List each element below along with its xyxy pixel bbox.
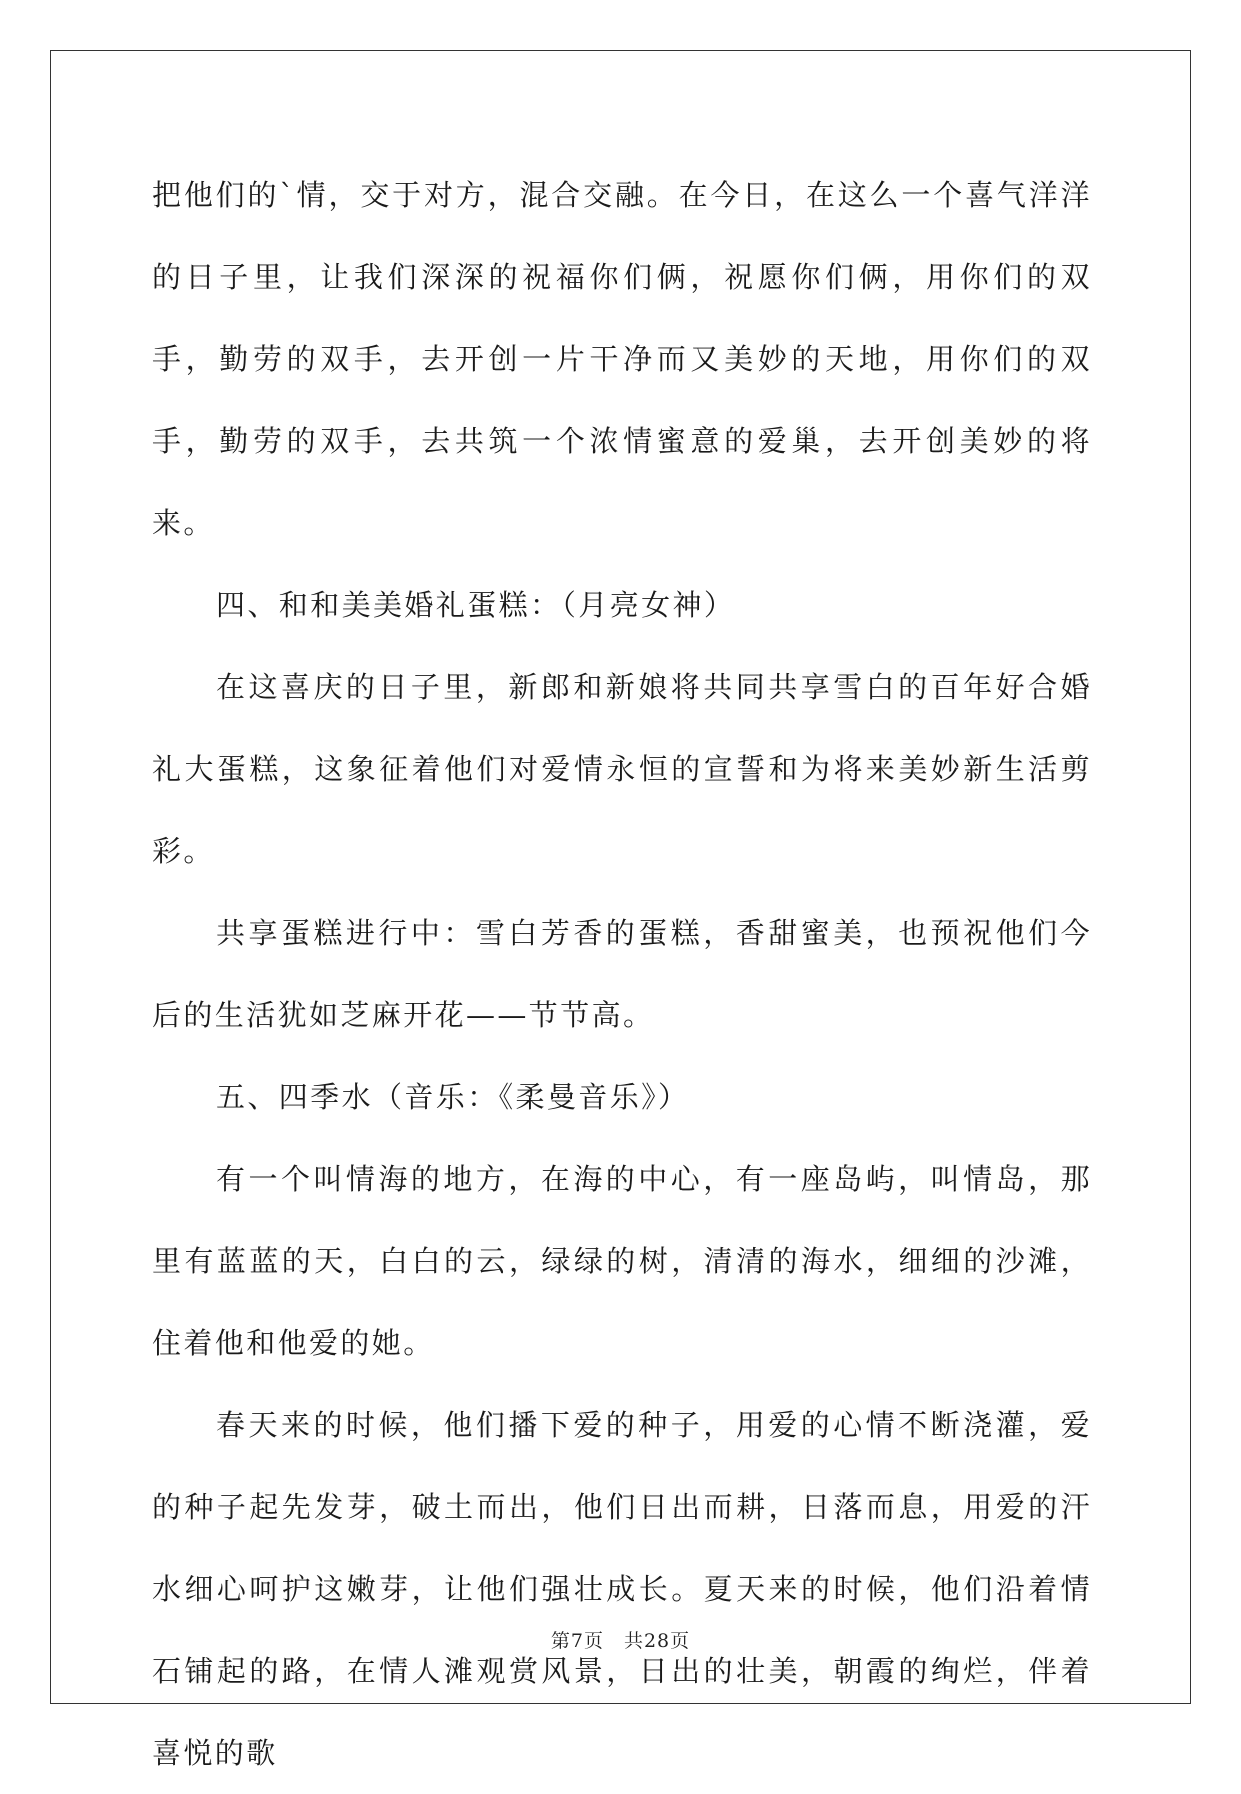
paragraph-7: 春天来的时候，他们播下爱的种子，用爱的心情不断浇灌，爱的种子起先发芽，破土而出，他们日出而耕，日落而息，用爱的汗水细心呵护这嫩芽，让他们强壮成长。夏天来的时候，他们沿着情石铺起的路，在情人滩观赏风景，日出的壮美，朝霞的绚烂，伴着喜悦的歌 — [152, 1408, 1092, 1770]
paragraph-3: 在这喜庆的日子里，新郎和新娘将共同共享雪白的百年好合婚礼大蛋糕，这象征着他们对爱情永恒的宣誓和为将来美妙新生活剪彩。 — [152, 670, 1092, 868]
total-page-count: 共28页 — [623, 1630, 691, 1652]
current-page-number: 第7页 — [550, 1630, 604, 1652]
paragraph-6: 有一个叫情海的地方，在海的中心，有一座岛屿，叫情岛，那里有蓝蓝的天，白白的云，绿绿的树，清清的海水，细细的沙滩，住着他和他爱的她。 — [152, 1162, 1092, 1360]
document-body — [152, 154, 1092, 1794]
page-footer — [0, 1626, 1241, 1653]
section-heading-5: 五、四季水（音乐：《柔曼音乐》） — [216, 1080, 690, 1114]
paragraph-1: 把他们的`情，交于对方，混合交融。在今日，在这么一个喜气洋洋的日子里，让我们深深的祝福你们俩，祝愿你们俩，用你们的双手，勤劳的双手，去开创一片干净而又美妙的天地，用你们的双手，勤劳的双手，去共筑一个浓情蜜意的爱巢，去开创美妙的将来。 — [152, 178, 1092, 540]
section-heading-4: 四、和和美美婚礼蛋糕：（月亮女神） — [216, 588, 736, 622]
paragraph-4: 共享蛋糕进行中：雪白芳香的蛋糕，香甜蜜美，也预祝他们今后的生活犹如芝麻开花——节节高。 — [152, 916, 1092, 1032]
